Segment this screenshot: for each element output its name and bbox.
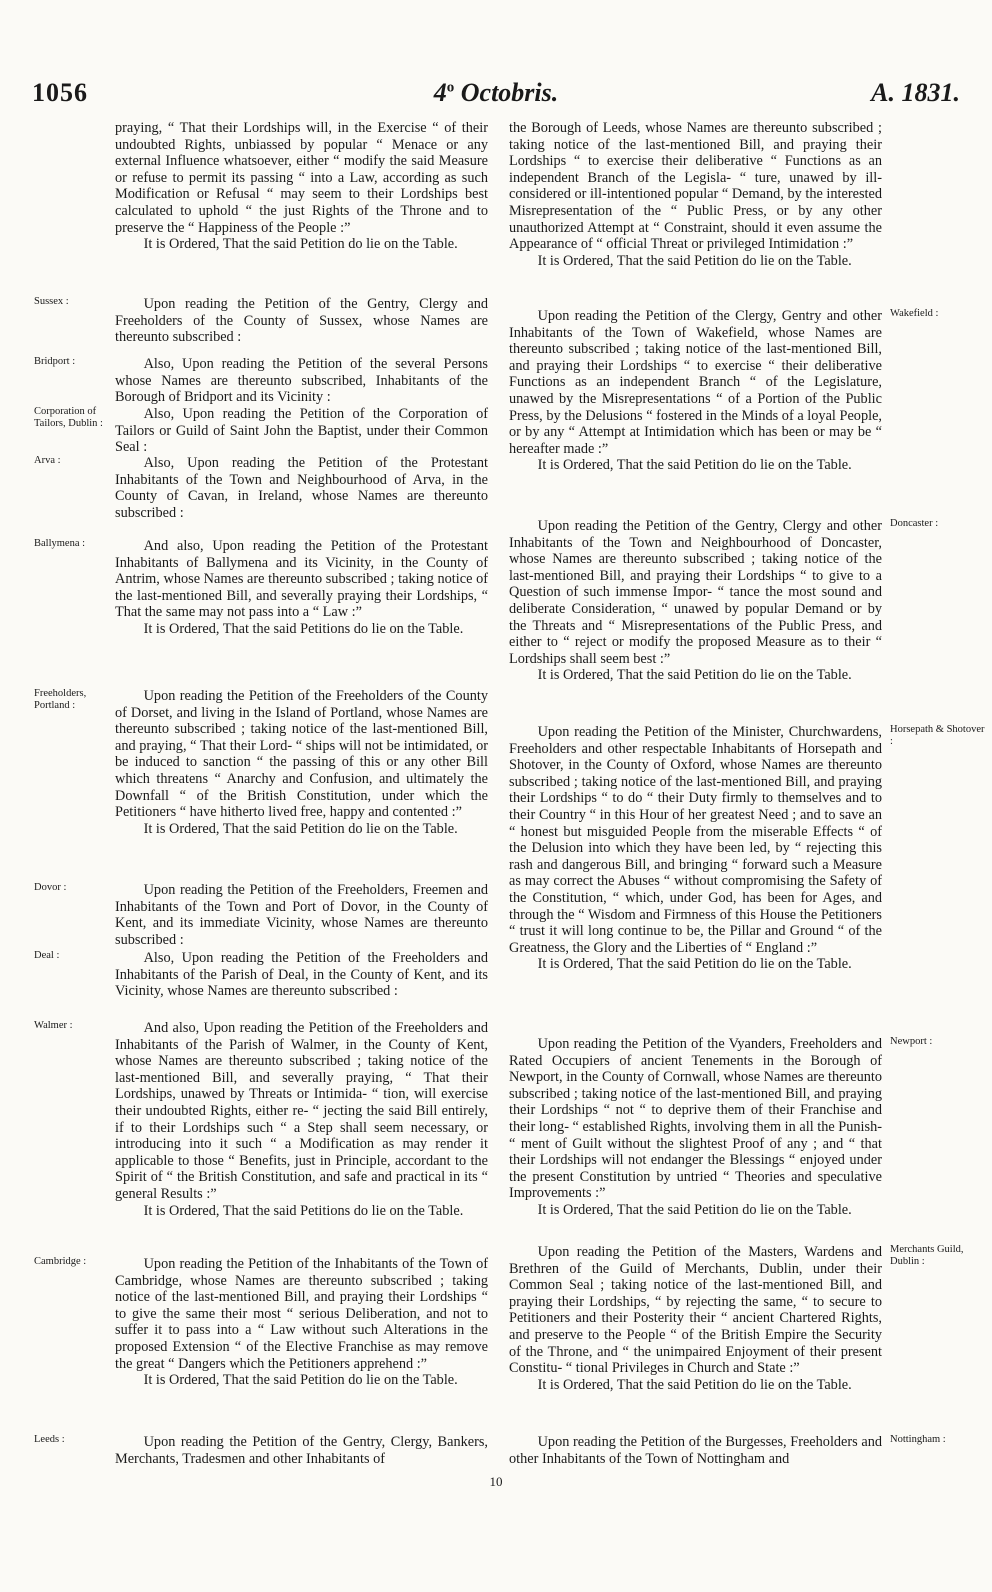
petition-entry xyxy=(115,882,488,948)
margin-note: Nottingham : xyxy=(890,1434,946,1445)
order-text: It is Ordered, That the said Petition do lie on the Table. xyxy=(143,236,458,253)
order-text: It is Ordered, That the said Petition do lie on the Table. xyxy=(537,956,852,973)
margin-note: Doncaster : xyxy=(890,518,939,529)
petition-entry xyxy=(115,688,488,837)
petition-text: Upon reading the Petition of the Freeholders, Freemen and Inhabitants of the Town and Port of Dovor, in the County of Kent, and its immediate Vicinity, whose Names are thereunto subscribed : xyxy=(115,882,488,948)
order-text: It is Ordered, That the said Petition do lie on the Table. xyxy=(537,1201,852,1218)
margin-note: Arva : xyxy=(34,455,61,466)
petition-text: Also, Upon reading the Petition of the several Persons whose Names are thereunto subscribed, Inhabitants of the Borough of Bridport and its Vicinity : xyxy=(115,356,488,406)
page-year: A. 1831. xyxy=(871,78,960,107)
petition-entry xyxy=(115,950,488,1000)
margin-note: Newport : xyxy=(890,1036,933,1047)
petition-text: the Borough of Leeds, whose Names are thereunto subscribed ; taking notice of the last-mentioned Bill, and praying their Lordships “ to exercise their deliberative “ Functions as an independent Branch of the Legisla- “ ture, unawed by ill-considered or ill-intentioned popular “ Demand, by the interested Misrepresentation of the “ Public Press, or by any other unauthorized Attempt at “ Constraint, should it even assume the Appearance of “ official Threat or privileged Intimidation :” xyxy=(509,120,882,253)
margin-note: Cambridge : xyxy=(34,1256,87,1267)
margin-note: Leeds : xyxy=(34,1434,65,1445)
order-text: It is Ordered, That the said Petition do lie on the Table. xyxy=(537,667,852,684)
petition-text: Upon reading the Petition of the Gentry, Clergy and other Inhabitants of the Town and Neighbourhood of Doncaster, whose Names are thereunto subscribed ; taking notice of the last-mentioned Bill, and praying their Lordships “ to give to a Question of such immense Impor- “ tance the most sound and deliberate Consideration, “ unawed by popular Demand or by the Threats and “ Misrepresentations of the Public Press, and either to “ reject or modify the proposed Measure as to their “ Lordships shall seem best :” xyxy=(509,518,882,667)
page-number: 1056 xyxy=(32,78,88,107)
order-text: It is Ordered, That the said Petition do lie on the Table. xyxy=(537,1376,852,1393)
petition-entry xyxy=(509,724,882,973)
petition-text: Upon reading the Petition of the Vyanders, Freeholders and Rated Occupiers of ancient Tenements in the Borough of Newport, in the County of Cornwall, whose Names are thereunto subscribed ; taking notice of the last-mentioned Bill, and praying their Lordships “ not “ to deprive them of their Franchise and their long- “ established Rights, involving them in all the Punish- “ ment of Guilt without the slightest Proof of any ; and “ that their Lordships will not endanger the Blessings “ enjoyed under the present Constitution by untried “ Theories and speculative Improvements :” xyxy=(509,1036,882,1202)
petition-text: Upon reading the Petition of the Clergy, Gentry and other Inhabitants of the Town of Wakefield, whose Names are thereunto subscribed ; taking notice of the last-mentioned Bill, and praying their Lordships “ to exercise “ their deliberative Functions as an independent Branch “ of the Legislature, unawed by the Misrepresentations “ of a Portion of the Public Press, by the Delusions “ fostered in the Minds of a loyal People, or by any “ Attempt at Intimidation which has been or may be “ hereafter made :” xyxy=(509,308,882,457)
petition-text: And also, Upon reading the Petition of the Protestant Inhabitants of Ballymena and its Vicinity, in the County of Antrim, whose Names are thereunto subscribed ; taking notice of the last-mentioned Bill, and severally praying their Lordships, “ That the same may not pass into a “ Law :” xyxy=(115,538,488,621)
order-text: It is Ordered, That the said Petitions do lie on the Table. xyxy=(143,1202,464,1219)
petition-text: Also, Upon reading the Petition of the Freeholders and Inhabitants of the Parish of Deal, in the County of Kent, and its Vicinity, whose Names are thereunto subscribed : xyxy=(115,950,488,1000)
petition-text: Upon reading the Petition of the Freeholders of the County of Dorset, and living in the Island of Portland, whose Names are thereunto subscribed ; taking notice of the last-mentioned Bill, and praying, “ That their Lord- “ ships will not be intimidated, or be induced to sanction “ the passing of this or any other Bill which threatens “ Anarchy and Confusion, and ultimately the Downfall “ of the British Constitution, under which the Petitioners “ have hitherto lived free, happy and contented :” xyxy=(115,688,488,821)
margin-note: Corporation of Tailors, Dublin : xyxy=(34,406,103,429)
petition-text: Upon reading the Petition of the Inhabitants of the Town of Cambridge, whose Names are thereunto subscribed ; taking notice of the last-mentioned Bill, and praying their Lordships “ to give the same their most “ serious Deliberation, and not to suffer it to pass into a “ Law without such Alterations in the proposed Extension “ of the Elective Franchise as may remove the great “ Dangers which the Petitioners apprehend :” xyxy=(115,1256,488,1372)
margin-note: Bridport : xyxy=(34,356,76,367)
signature-mark: 10 xyxy=(489,1474,503,1489)
margin-note: Wakefield : xyxy=(890,308,939,319)
petition-text: Upon reading the Petition of the Gentry, Clergy and Freeholders of the County of Sussex, whose Names are thereunto subscribed : xyxy=(115,296,488,346)
petition-text: Also, Upon reading the Petition of the Protestant Inhabitants of the Town and Neighbourhood of Arva, in the County of Cavan, in Ireland, whose Names are thereunto subscribed : xyxy=(115,455,488,521)
petition-entry xyxy=(115,406,488,456)
petition-text: praying, “ That their Lordships will, in the Exercise “ of their undoubted Rights, unbiassed by popular “ Menace or any external Influence whatsoever, either “ modify the said Measure or refuse to permit its passing “ into a Law, according as such Modification or Refusal “ may seem to their Lordships best calculated to uphold “ the just Rights of the Throne and to preserve the “ Happiness of the People :” xyxy=(115,120,488,236)
petition-entry xyxy=(509,120,882,269)
petition-entry xyxy=(115,1434,488,1467)
order-text: It is Ordered, That the said Petitions do lie on the Table. xyxy=(143,620,464,637)
petition-text: Upon reading the Petition of the Gentry, Clergy, Bankers, Merchants, Tradesmen and other Inhabitants of xyxy=(115,1434,488,1467)
margin-note: Sussex : xyxy=(34,296,69,307)
margin-note: Ballymena : xyxy=(34,538,86,549)
petition-entry xyxy=(115,120,488,253)
margin-note: Deal : xyxy=(34,950,60,961)
petition-entry xyxy=(115,455,488,521)
petition-text: Upon reading the Petition of the Minister, Churchwardens, Freeholders and other respectable Inhabitants of Horsepath and Shotover, in the County of Oxford, whose Names are thereunto subscribed ; taking notice of the last-mentioned Bill, and praying their Lordships “ to do “ their Duty firmly to themselves and to their Country “ in this Hour of her greatest Need ; and to save an “ honest but misguided People from the miserable Effects “ of the Delusion into which they have been led, by “ rejecting this rash and dangerous Bill, and bringing “ forward such a Measure as may correct the Abuses “ without compromising the Safety of the Constitution, “ which, under God, has been for Ages, and through the “ Wisdom and Firmness of this House the Petitioners “ trust it will long continue to be, the Pillar and Ground “ of the Greatness, the Glory and the Liberties of “ England :” xyxy=(509,724,882,956)
petition-text: Upon reading the Petition of the Masters, Wardens and Brethren of the Guild of Merchants, Dublin, under their Common Seal ; taking notice of the last-mentioned Bill, and praying their Lordships, “ by rejecting the same, “ to secure to Petitioners and their Posterity their “ ancient Chartered Rights, and preserve to the People “ of the British Empire the Security of the Throne, and “ the unimpaired Enjoyment of their present Constitu- “ tional Privileges in Church and State :” xyxy=(509,1244,882,1377)
order-text: It is Ordered, That the said Petition do lie on the Table. xyxy=(537,252,852,269)
margin-note: Freeholders, Portland : xyxy=(34,688,87,711)
petition-entry xyxy=(509,1434,882,1467)
petition-text: Upon reading the Petition of the Burgesses, Freeholders and other Inhabitants of the Town of Nottingham and xyxy=(509,1434,882,1467)
petition-entry xyxy=(115,538,488,638)
petition-entry xyxy=(115,356,488,406)
margin-note: Walmer : xyxy=(34,1020,73,1031)
petition-entry xyxy=(509,1244,882,1393)
petition-entry xyxy=(509,518,882,684)
petition-entry xyxy=(509,1036,882,1219)
margin-note: Merchants Guild, Dublin : xyxy=(890,1244,964,1267)
petition-entry xyxy=(509,308,882,474)
order-text: It is Ordered, That the said Petition do lie on the Table. xyxy=(537,457,852,474)
petition-entry xyxy=(115,296,488,346)
page-date: 4$^o$ Octobris. xyxy=(433,78,559,107)
petition-entry xyxy=(115,1256,488,1389)
petition-entry xyxy=(115,1020,488,1219)
order-text: It is Ordered, That the said Petition do lie on the Table. xyxy=(143,820,458,837)
petition-text: And also, Upon reading the Petition of the Freeholders and Inhabitants of the Parish of Walmer, in the County of Kent, whose Names are thereunto subscribed ; taking notice of the last-mentioned Bill, and severally praying, “ That their Lordships, unawed by Threats or Intimida- “ tion, will exercise their undoubted Rights, either re- “ jecting the said Bill entirely, if to their Lordships such “ a Step shall seem necessary, or introducing into it such “ a Modification as may render it applicable to those “ Benefits, just in Principle, accordant to the Spirit of “ the British Constitution, and safe and practical in its “ general Results :” xyxy=(115,1020,488,1202)
page-header xyxy=(0,78,992,118)
margin-note: Dovor : xyxy=(34,882,67,893)
petition-text: Also, Upon reading the Petition of the Corporation of Tailors or Guild of Saint John the Baptist, under their Common Seal : xyxy=(115,406,488,456)
order-text: It is Ordered, That the said Petition do lie on the Table. xyxy=(143,1372,458,1389)
margin-note: Horsepath & Shotover : xyxy=(890,724,985,747)
